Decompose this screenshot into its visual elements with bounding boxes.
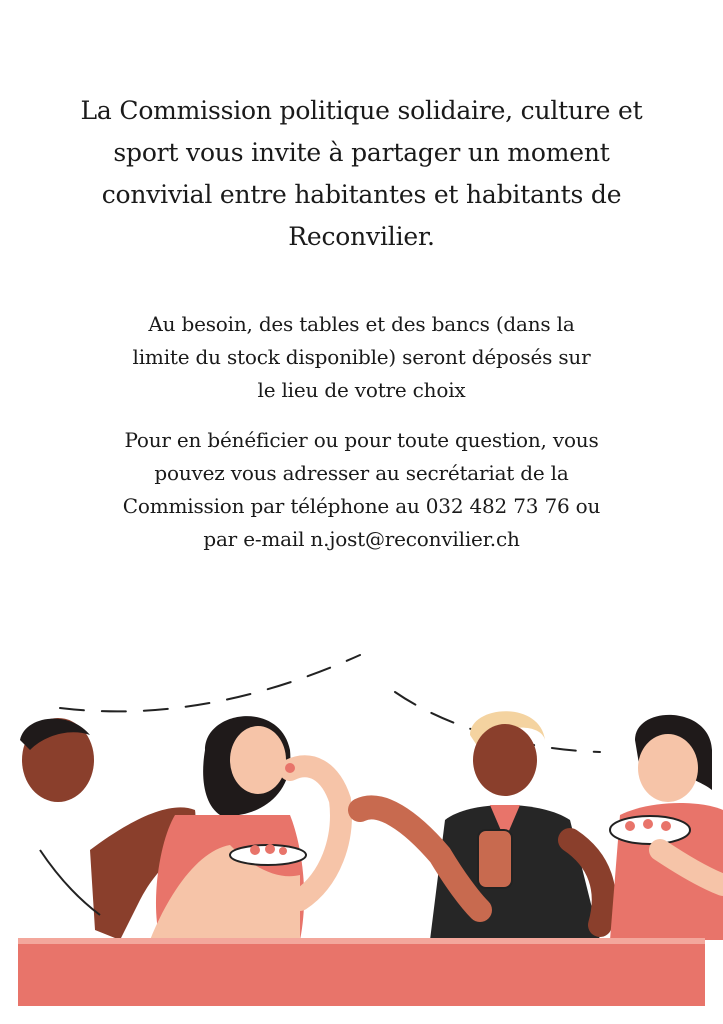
invitation-intro	[40, 90, 683, 258]
person-right	[610, 715, 723, 940]
table	[18, 938, 705, 1006]
tables-line: le lieu de votre choix	[257, 378, 466, 402]
intro-line: convivial entre habitantes et habitants de	[101, 180, 622, 209]
table-edge	[18, 938, 705, 944]
contact-line: pouvez vous adresser au secrétariat de la	[154, 461, 569, 485]
people-sharing-food-illustration	[0, 640, 723, 1024]
contact-notice	[40, 424, 683, 556]
intro-line: sport vous invite à partager un moment	[113, 138, 610, 167]
contact-line: Commission par téléphone au 032 482 73 76 ou	[122, 494, 601, 518]
tables-notice	[40, 308, 683, 407]
contact-line: Pour en bénéficier ou pour toute question, vous	[124, 428, 599, 452]
contact-line: par e-mail n.jost@reconvilier.ch	[203, 527, 520, 551]
intro-line: Reconvilier.	[288, 222, 435, 251]
person-eating	[150, 716, 341, 940]
person-center	[360, 711, 604, 940]
tables-line: limite du stock disponible) seront déposés sur	[132, 345, 591, 369]
intro-line: La Commission politique solidaire, culture et	[80, 96, 643, 125]
tables-line: Au besoin, des tables et des bancs (dans la	[148, 312, 575, 336]
garland-string	[60, 655, 360, 711]
